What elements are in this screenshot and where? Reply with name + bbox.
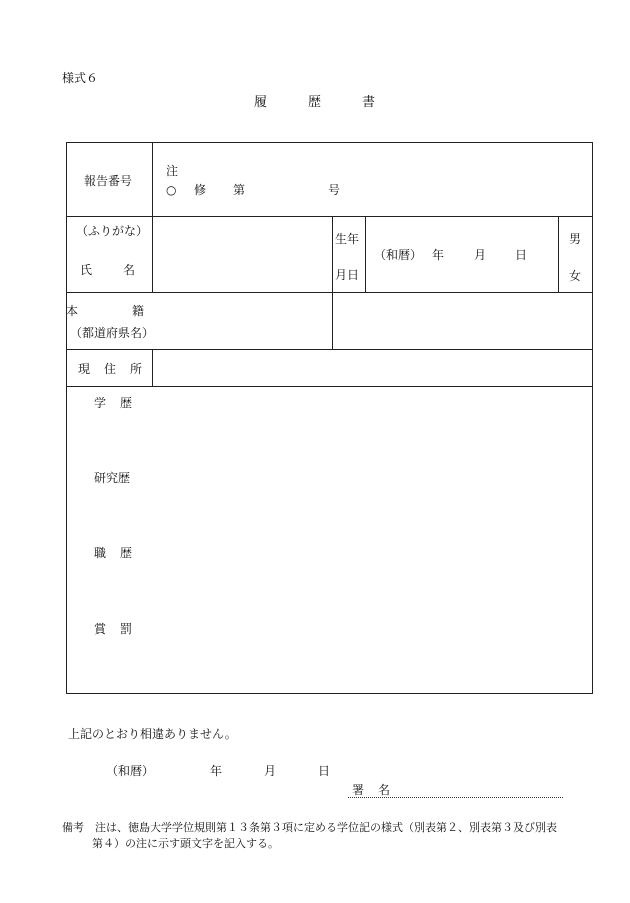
column-divider <box>152 349 153 386</box>
awards-label-1: 賞 <box>94 622 107 636</box>
date-day-unit: 日 <box>318 764 331 778</box>
birth-label-1: 生年 <box>335 232 360 246</box>
form-number: 様式６ <box>62 71 99 85</box>
title-char-1: 履 <box>254 95 268 110</box>
declaration-text: 上記のとおり相違ありません。 <box>68 727 237 741</box>
column-divider <box>332 216 333 349</box>
sex-male: 男 <box>569 232 582 246</box>
report-dai: 第 <box>233 183 246 197</box>
report-circle: ○ <box>166 183 177 197</box>
remarks-line-1: 備考 注は、徳島大学学位規則第１３条第３項に定める学位記の様式（別表第２、別表第３及び別表 <box>62 821 557 834</box>
remarks-line-2: 第４）の注に示す頭文字を記入する。 <box>92 837 279 850</box>
education-label-2: 歴 <box>120 396 133 410</box>
birth-day-unit: 日 <box>515 248 528 262</box>
signature-sho: 署 <box>352 783 365 797</box>
table-left-border <box>66 142 67 694</box>
address-sho: 所 <box>130 362 143 376</box>
name-label-shi: 氏 <box>80 263 93 277</box>
report-go: 号 <box>328 183 341 197</box>
row-divider <box>66 216 593 217</box>
honseki-seki: 籍 <box>132 304 145 318</box>
employment-label-1: 職 <box>94 546 107 560</box>
birth-year-unit: 年 <box>432 248 445 262</box>
address-gen: 現 <box>78 362 91 376</box>
honseki-pref-label: （都道府県名） <box>70 326 155 340</box>
column-divider <box>558 216 559 292</box>
name-label-mei: 名 <box>123 263 136 277</box>
title-char-3: 書 <box>362 95 376 110</box>
table-bottom-border <box>66 693 593 694</box>
column-divider <box>365 216 366 292</box>
honseki-hon: 本 <box>66 304 79 318</box>
date-month-unit: 月 <box>264 764 277 778</box>
birth-era: （和暦） <box>374 248 423 262</box>
column-divider <box>152 142 153 292</box>
report-note-label: 注 <box>166 164 179 178</box>
sex-female: 女 <box>569 269 582 283</box>
table-right-border <box>592 142 593 694</box>
table-top-border <box>66 142 593 143</box>
date-year-unit: 年 <box>210 764 223 778</box>
row-divider <box>66 349 593 350</box>
birth-label-2: 月日 <box>335 268 360 282</box>
report-shu: 修 <box>194 183 207 197</box>
research-label: 研究歴 <box>94 471 131 485</box>
signature-mei: 名 <box>378 783 391 797</box>
report-number-label: 報告番号 <box>84 174 133 188</box>
row-divider <box>66 386 593 387</box>
awards-label-2: 罰 <box>120 622 133 636</box>
title-char-2: 歴 <box>308 95 322 110</box>
employment-label-2: 歴 <box>120 546 133 560</box>
furigana-label: （ふりがな） <box>76 224 149 238</box>
date-era: （和暦） <box>106 764 155 778</box>
birth-month-unit: 月 <box>474 248 487 262</box>
address-ju: 住 <box>104 362 117 376</box>
education-label-1: 学 <box>94 396 107 410</box>
row-divider <box>66 292 593 293</box>
signature-line <box>348 797 563 798</box>
